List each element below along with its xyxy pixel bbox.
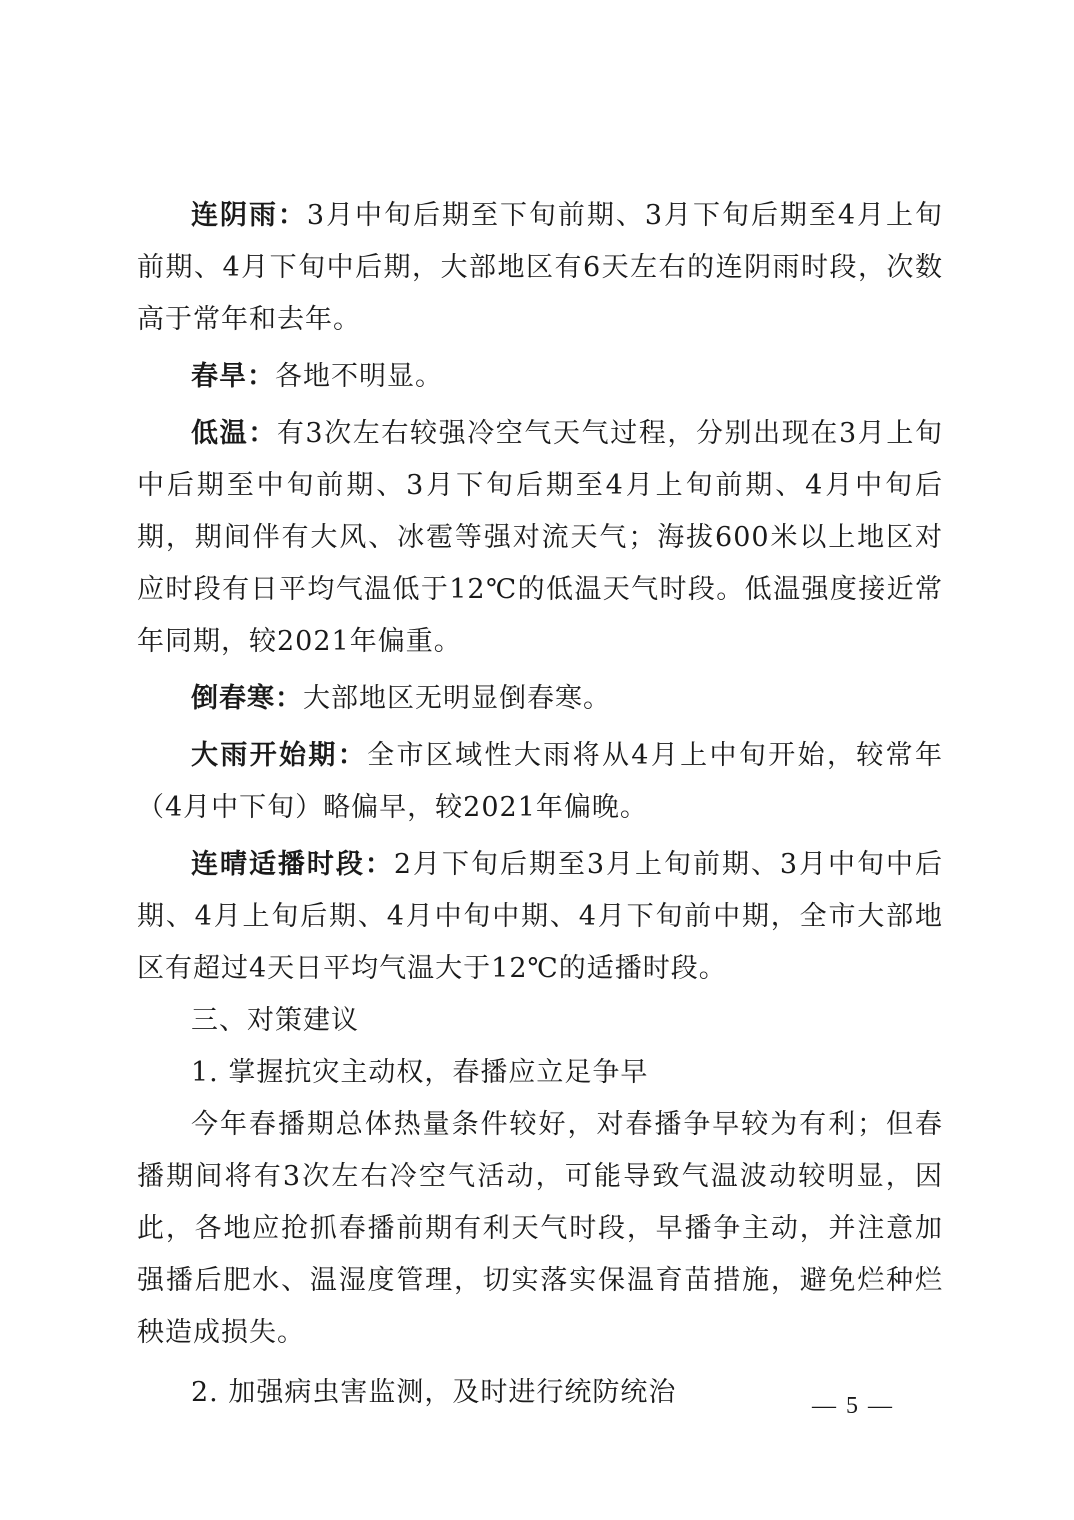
paragraph-spring-drought [137,351,943,403]
paragraph-sunny-sowing-period [137,839,943,995]
paragraph-continuous-rain [137,190,943,346]
paragraph-text: 3月中旬后期至下旬前期、3月下旬后期至4月上旬前期、4月下旬中后期，大部地区有6天左右的连阴雨时段，次数高于常年和去年。 [137,200,943,335]
term-label: 春旱： [191,361,275,392]
paragraph-text: 有3次左右较强冷空气天气过程，分别出现在3月上旬中后期至中旬前期、3月下旬后期至4月上旬前期、4月中旬后期，期间伴有大风、冰雹等强对流天气；海拔600米以上地区对应时段有日平均气温低于12℃的低温天气时段。低温强度接近常年同期，较2021年偏重。 [137,418,944,657]
subheading-1: 1. 掌握抗灾主动权，春播应立足争早 [191,1057,649,1088]
paragraph-late-spring-cold [137,673,943,725]
paragraph-low-temperature [137,408,943,668]
paragraph-text: 全市区域性大雨将从4月上中旬开始，较常年（4月中下旬）略偏早，较2021年偏晚。 [137,740,943,823]
term-label: 倒春寒： [191,683,303,714]
term-label: 连晴适播时段： [191,849,394,880]
term-label: 大雨开始期： [191,740,368,771]
term-label: 连阴雨： [191,200,307,231]
term-label: 低温： [191,418,277,449]
subheading-2: 2. 加强病虫害监测，及时进行统防统治 [191,1377,677,1408]
page-content [137,190,943,1419]
paragraph-text: 大部地区无明显倒春寒。 [303,683,611,714]
paragraph-text: 2月下旬后期至3月上旬前期、3月中旬中后期、4月上旬后期、4月中旬中期、4月下旬前中期，全市大部地区有超过4天日平均气温大于12℃的适播时段。 [137,849,943,984]
section-heading-countermeasures: 三、对策建议 [191,1005,359,1036]
page-number: — 5 — [812,1393,894,1419]
paragraph-text: 各地不明显。 [275,361,443,392]
paragraph-subsection-1-body: 今年春播期总体热量条件较好，对春播争早较为有利；但春播期间将有3次左右冷空气活动，可能导致气温波动较明显，因此，各地应抢抓春播前期有利天气时段，早播争主动，并注意加强播后肥水、温湿度管理，切实落实保温育苗措施，避免烂种烂秧造成损失。 [137,1109,943,1348]
paragraph-heavy-rain-onset [137,730,943,834]
